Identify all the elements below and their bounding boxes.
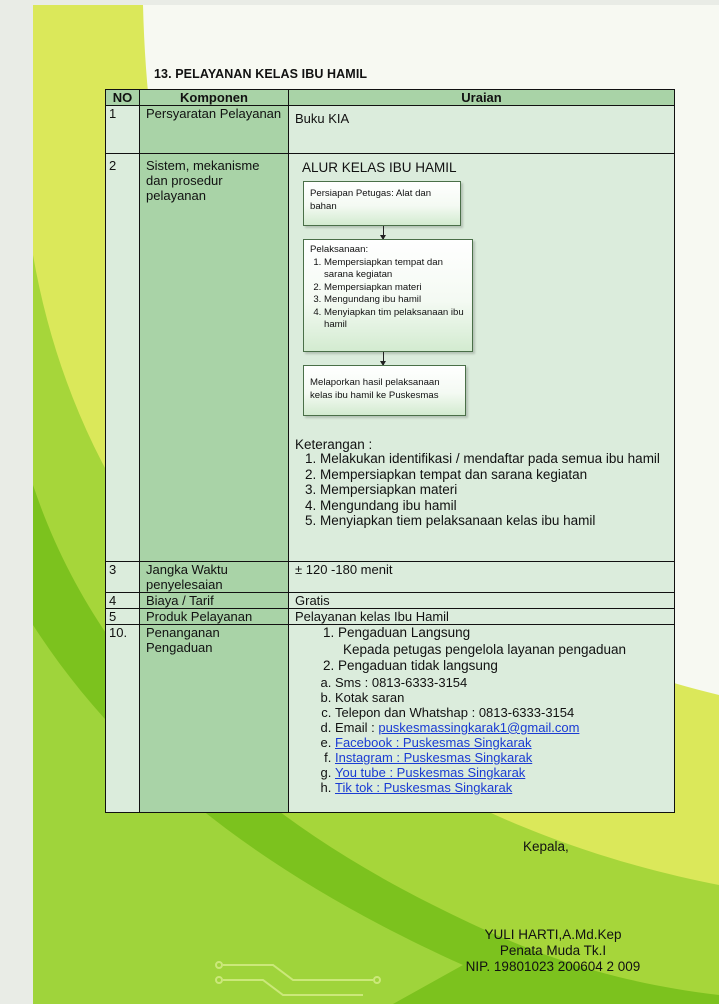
- list-item: [335, 735, 668, 750]
- flow-box-execution-heading: Pelaksanaan:: [310, 244, 369, 255]
- pengaduan-direct-desc: Kepada petugas pengelola layanan pengaduan: [343, 641, 627, 657]
- channel-list: [295, 675, 668, 795]
- list-item: 3. Mengundang ibu hamil: [324, 294, 466, 307]
- row-uraian: Buku KIA: [289, 106, 675, 154]
- row-komponen: Penanganan Pengaduan: [140, 625, 289, 813]
- row-uraian: Gratis: [289, 593, 675, 609]
- table-row: [106, 154, 675, 562]
- table-row: [106, 106, 675, 154]
- list-item: 2. Mempersiapkan materi: [324, 282, 466, 295]
- list-item: 4. Menyiapkan tim pelaksanaan ibu hamil: [324, 307, 466, 332]
- row-no: 2: [106, 154, 140, 562]
- flow-arrow: [383, 352, 384, 365]
- header-uraian: Uraian: [289, 90, 675, 106]
- row-komponen: Jangka Waktu penyelesaian: [140, 562, 289, 593]
- table-header-row: [106, 90, 675, 106]
- instagram-link[interactable]: Instagram : Puskesmas Singkarak: [335, 749, 533, 765]
- list-item: [335, 765, 668, 780]
- pengaduan-list: [295, 625, 668, 675]
- email-label: Email :: [335, 719, 379, 735]
- list-item: 5. Menyiapkan tiem pelaksanaan kelas ibu hamil: [320, 513, 668, 529]
- list-item: [338, 658, 668, 675]
- row-no: 10.: [106, 625, 140, 813]
- row-komponen: Produk Pelayanan: [140, 609, 289, 625]
- signature-block: [453, 927, 653, 976]
- table-row: [106, 609, 675, 625]
- list-item: [335, 720, 668, 735]
- list-item: 1. Melakukan identifikasi / mendaftar pada semua ibu hamil: [320, 451, 668, 467]
- execution-steps: [310, 257, 466, 332]
- document-page: [33, 5, 719, 1004]
- row-no: 4: [106, 593, 140, 609]
- row-komponen: Biaya / Tarif: [140, 593, 289, 609]
- flowchart: [303, 181, 668, 416]
- row-no: 5: [106, 609, 140, 625]
- flow-box-report: [303, 365, 466, 416]
- list-item: a. Sms : 0813-6333-3154: [335, 675, 668, 690]
- list-item: 1. Mempersiapkan tempat dan sarana kegiatan: [324, 257, 466, 282]
- list-item: 3. Mempersiapkan materi: [320, 482, 668, 498]
- keterangan-label: Keterangan :: [295, 437, 373, 452]
- row-komponen: Persyaratan Pelayanan: [140, 106, 289, 154]
- table-row: [106, 625, 675, 813]
- row-uraian: ± 120 -180 menit: [289, 562, 675, 593]
- flow-box-preparation-text: Persiapan Petugas: Alat dan bahan: [310, 188, 432, 212]
- facebook-link[interactable]: Facebook : Puskesmas Singkarak: [335, 734, 532, 750]
- list-item: b. Kotak saran: [335, 690, 668, 705]
- list-item: [335, 780, 668, 795]
- header-no: NO: [106, 90, 140, 106]
- list-item: c. Telepon dan Whatshap : 0813-6333-3154: [335, 705, 668, 720]
- header-komponen: Komponen: [140, 90, 289, 106]
- youtube-link[interactable]: You tube : Puskesmas Singkarak: [335, 764, 526, 780]
- flow-box-execution: [303, 239, 473, 352]
- service-table: [105, 89, 675, 813]
- procedure-cell: [289, 154, 675, 562]
- list-item: [335, 750, 668, 765]
- list-item: 4. Mengundang ibu hamil: [320, 498, 668, 514]
- row-no: 3: [106, 562, 140, 593]
- table-row: [106, 593, 675, 609]
- table-row: [106, 562, 675, 593]
- document-title: 13. PELAYANAN KELAS IBU HAMIL: [154, 67, 368, 81]
- row-no: 1: [106, 106, 140, 154]
- signature-rank: Penata Muda Tk.I: [499, 943, 607, 959]
- signature-name: YULI HARTI,A.Md.Kep: [484, 927, 622, 942]
- row-uraian: Pelayanan kelas Ibu Hamil: [289, 609, 675, 625]
- pengaduan-indirect: Pengaduan tidak langsung: [338, 658, 498, 674]
- signature-title: Kepala,: [523, 839, 569, 854]
- flow-box-preparation: [303, 181, 461, 226]
- flowchart-title: ALUR KELAS IBU HAMIL: [302, 160, 457, 175]
- signature-nip: NIP. 19801023 200604 2 009: [465, 959, 641, 975]
- flow-arrow: [383, 226, 384, 239]
- list-item: [338, 625, 668, 658]
- keterangan-list: [295, 451, 668, 529]
- tiktok-link[interactable]: Tik tok : Puskesmas Singkarak: [335, 779, 513, 795]
- row-komponen: Sistem, mekanisme dan prosedur pelayanan: [140, 154, 289, 562]
- pengaduan-direct: Pengaduan Langsung: [338, 625, 471, 640]
- list-item: 2. Mempersiapkan tempat dan sarana kegiatan: [320, 467, 668, 483]
- pengaduan-cell: [289, 625, 675, 813]
- email-link[interactable]: puskesmassingkarak1@gmail.com: [378, 719, 580, 735]
- flow-box-report-text: Melaporkan hasil pelaksanaan kelas ibu hamil ke Puskesmas: [310, 377, 440, 401]
